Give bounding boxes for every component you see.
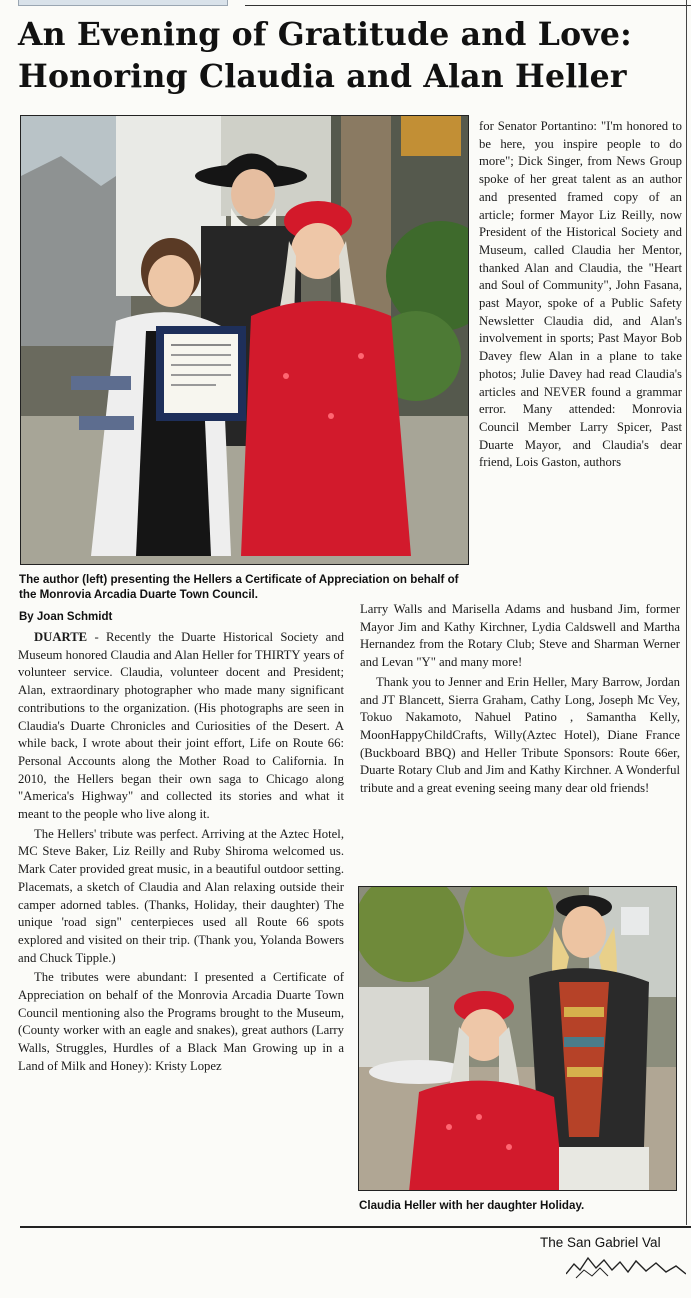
article-paragraph-3: The tributes were abundant: I presented a Certificate of Appreciation on behalf of the Monrovia Arcadia Duarte Town Council mentioning also the Programs brought to the Museum, (County worker with an eagle and snakes), great authors (Larry Walls, Struggles, Hurdles of a Black Man Growing up in a Land of Milk and Honey): Kristy Lopez xyxy=(18,970,344,1073)
bottom-rule xyxy=(20,1226,691,1228)
article-paragraph-1-text: - Recently the Duarte Historical Society and Museum honored Claudia and Alan Heller for THIRTY years of volunteer service. Claudia, volunteer docent and President; Alan, extraordinary photographer who made many significant contributions to the organization. (His photographs are seen in Claudia's Duarte Chronicles and Curiosities of the Desert. A while back, I wrote about their joint effort, Life on Route 66: Personal Accounts along the Mother Road to California. In 2010, the Hellers began their own saga to Chicago along "America's Highway" and collected its stories and what it meant to the people who live along it. xyxy=(18,630,344,822)
headline-line-2: Honoring Claudia and Alan Heller xyxy=(18,58,627,95)
article-column-right-mid xyxy=(360,601,680,800)
mountains-logo-icon xyxy=(566,1252,686,1287)
column-divider xyxy=(686,0,687,1225)
article-paragraph-4: Larry Walls and Marisella Adams and husband Jim, former Mayor Jim and Kathy Kirchner, Lydia Caldswell and Martha Hernandez from the Rotary Club; Steve and Sharman Werner and Levan "Y" and many more! xyxy=(360,602,680,670)
byline: By Joan Schmidt xyxy=(19,611,113,623)
article-paragraph-5: Thank you to Jenner and Erin Heller, Mary Barrow, Jordan and JT Blancett, Sierra Graham, Cathy Long, Joseph Mc Vey, Tokuo Nakamoto, Nahuel Patino , Samantha Kelly, MoonHappyChildCrafts, Willy(Aztec Hotel), Diane France (Buckboard BBQ) and Heller Tribute Sponsors: Route 66er, Duarte Rotary Club and Jim and Kathy Kirchner. A Wonderful tribute and a great evening seeing many dear old friends! xyxy=(360,674,680,796)
photo-certificate-presentation xyxy=(20,115,469,565)
headline xyxy=(18,14,688,98)
article-paragraph: for Senator Portantino: "I'm honored to be here, you inspire people to do more"; Dick Singer, from News Group spoke of her great talent as an author and presented framed copy of an article; former Mayor Liz Reilly, now President of the Historical Society and Museum, called Claudia her Mentor, thanked Alan and Claudia, the "Heart and Soul of Community", John Fasana, past Mayor, spoke of a Public Safety Newsletter Claudia did, and Alan's involvement in sports; Past Mayor Bob Davey flew Alan in a plane to take photos; Julie Davey had read Claudia's articles and NEVER found a grammar error. Many attended: Monrovia Council Member Larry Spicer, Past Duarte Mayor, and Claudia's dear friend, Lois Gaston, authors xyxy=(479,119,682,470)
previous-article-box xyxy=(18,0,228,6)
article-column-right-top xyxy=(479,118,682,474)
dateline: DUARTE xyxy=(34,630,88,644)
photo-claudia-and-holiday xyxy=(358,886,677,1191)
photo1-caption: The author (left) presenting the Hellers a Certificate of Appreciation on behalf of the Monrovia Arcadia Duarte Town Council. xyxy=(19,573,459,601)
headline-line-1: An Evening of Gratitude and Love: xyxy=(18,16,632,53)
article-paragraph-2: The Hellers' tribute was perfect. Arriving at the Aztec Hotel, MC Steve Baker, Liz Reilly and Ruby Shiroma welcomed us. Mark Cater provided great music, in a beautiful outdoor setting. Placemats, a sketch of Claudia and Alan relaxing outside their camper adorned tables. (Thanks, Holiday, their daughter) The unique 'road sign" centerpieces used all Route 66 spots explored and visited on their trip. (Thank you, Yolanda Bowers and Chuck Tipple.) xyxy=(18,826,344,965)
top-rule xyxy=(245,5,691,6)
photo2-caption: Claudia Heller with her daughter Holiday. xyxy=(359,1199,585,1212)
masthead-footer: The San Gabriel Val xyxy=(540,1235,661,1250)
top-strip xyxy=(0,0,691,10)
article-paragraph-1 xyxy=(18,629,344,824)
article-column-left xyxy=(18,629,344,1078)
